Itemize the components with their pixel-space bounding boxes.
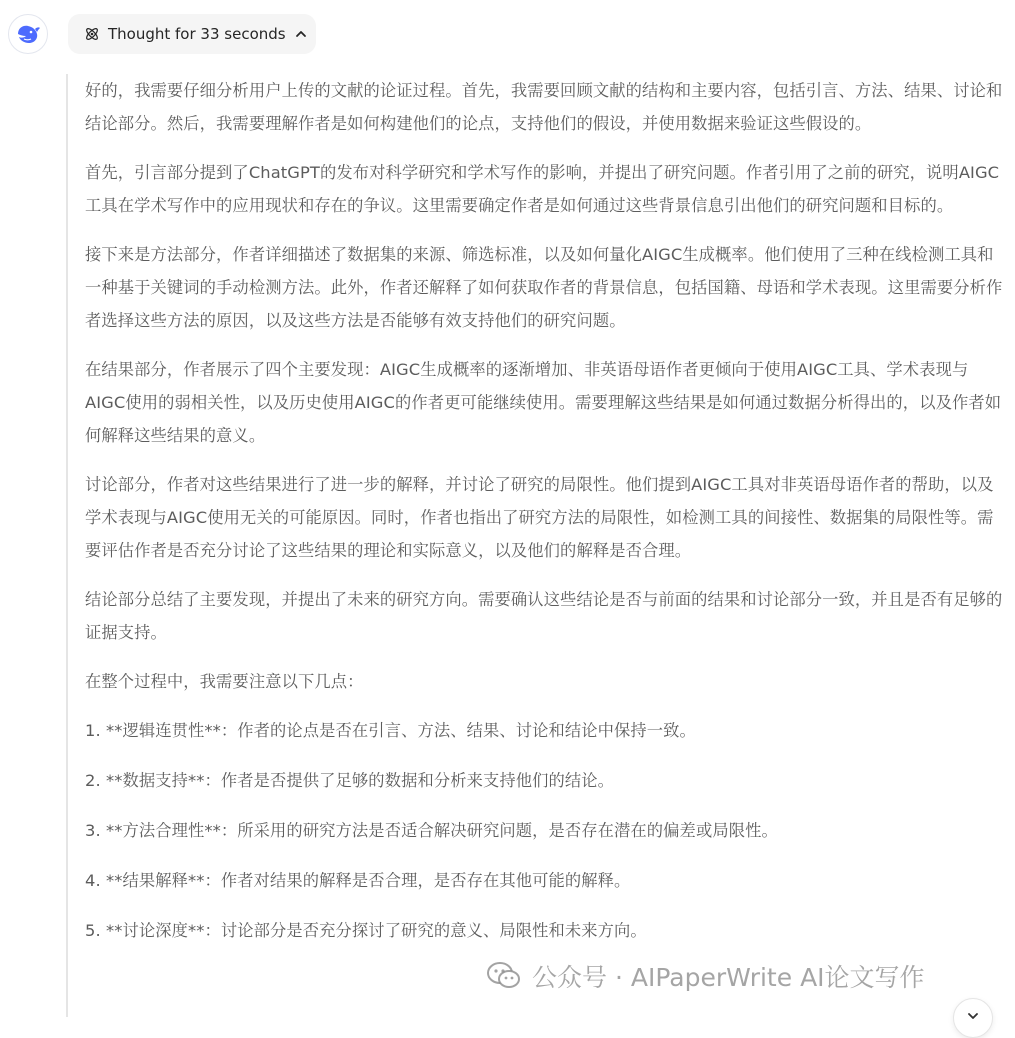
thought-paragraph: 首先，引言部分提到了ChatGPT的发布对科学研究和学术写作的影响，并提出了研究问题。作者引用了之前的研究，说明AIGC工具在学术写作中的应用现状和存在的争议。这里需要确定作者是如何通过这些背景信息引出他们的研究问题和目标的。 bbox=[85, 163, 1000, 215]
thought-paragraph: 在结果部分，作者展示了四个主要发现：AIGC生成概率的逐渐增加、非英语母语作者更倾向于使用AIGC工具、学术表现与AIGC使用的弱相关性，以及历史使用AIGC的作者更可能继续使用。需要理解这些结果是如何通过数据分析得出的，以及作者如何解释这些结果的意义。 bbox=[85, 360, 1002, 445]
list-item: 1. **逻辑连贯性**：作者的论点是否在引言、方法、结果、讨论和结论中保持一致。 bbox=[85, 721, 696, 740]
chevron-down-icon bbox=[966, 1009, 980, 1023]
scroll-to-bottom-button[interactable] bbox=[953, 998, 993, 1038]
thought-paragraph: 讨论部分，作者对这些结果进行了进一步的解释，并讨论了研究的局限性。他们提到AIGC工具对非英语母语作者的帮助，以及学术表现与AIGC使用无关的可能原因。同时，作者也指出了研究方法的局限性，如检测工具的间接性、数据集的局限性等。需要评估作者是否充分讨论了这些结果的理论和实际意义，以及他们的解释是否合理。 bbox=[85, 475, 994, 560]
list-item: 2. **数据支持**：作者是否提供了足够的数据和分析来支持他们的结论。 bbox=[85, 771, 615, 790]
atom-icon bbox=[84, 26, 100, 42]
list-item: 4. **结果解释**：作者对结果的解释是否合理，是否存在其他可能的解释。 bbox=[85, 871, 631, 890]
list-item: 3. **方法合理性**：所采用的研究方法是否适合解决研究问题，是否存在潜在的偏差或局限性。 bbox=[85, 821, 778, 840]
thought-paragraph: 在整个过程中，我需要注意以下几点： bbox=[85, 672, 364, 691]
chevron-up-icon bbox=[294, 27, 308, 41]
watermark-text: 公众号 · AIPaperWrite AI论文写作 bbox=[532, 963, 925, 992]
list-item: 5. **讨论深度**：讨论部分是否充分探讨了研究的意义、局限性和未来方向。 bbox=[85, 921, 647, 940]
thought-content bbox=[66, 74, 1006, 1017]
thought-paragraph: 结论部分总结了主要发现，并提出了未来的研究方向。需要确认这些结论是否与前面的结果和讨论部分一致，并且是否有足够的证据支持。 bbox=[85, 590, 1003, 642]
whale-logo-icon bbox=[15, 21, 41, 47]
thought-toggle-button[interactable] bbox=[68, 14, 316, 54]
assistant-avatar bbox=[8, 14, 48, 54]
thought-paragraph: 接下来是方法部分，作者详细描述了数据集的来源、筛选标准，以及如何量化AIGC生成概率。他们使用了三种在线检测工具和一种基于关键词的手动检测方法。此外，作者还解释了如何获取作者的背景信息，包括国籍、母语和学术表现。这里需要分析作者选择这些方法的原因，以及这些方法是否能够有效支持他们的研究问题。 bbox=[85, 245, 1003, 330]
thought-paragraph: 好的，我需要仔细分析用户上传的文献的论证过程。首先，我需要回顾文献的结构和主要内容，包括引言、方法、结果、讨论和结论部分。然后，我需要理解作者是如何构建他们的论点，支持他们的假设，并使用数据来验证这些假设的。 bbox=[85, 81, 1003, 133]
thought-duration-label: Thought for 33 seconds bbox=[108, 25, 286, 43]
